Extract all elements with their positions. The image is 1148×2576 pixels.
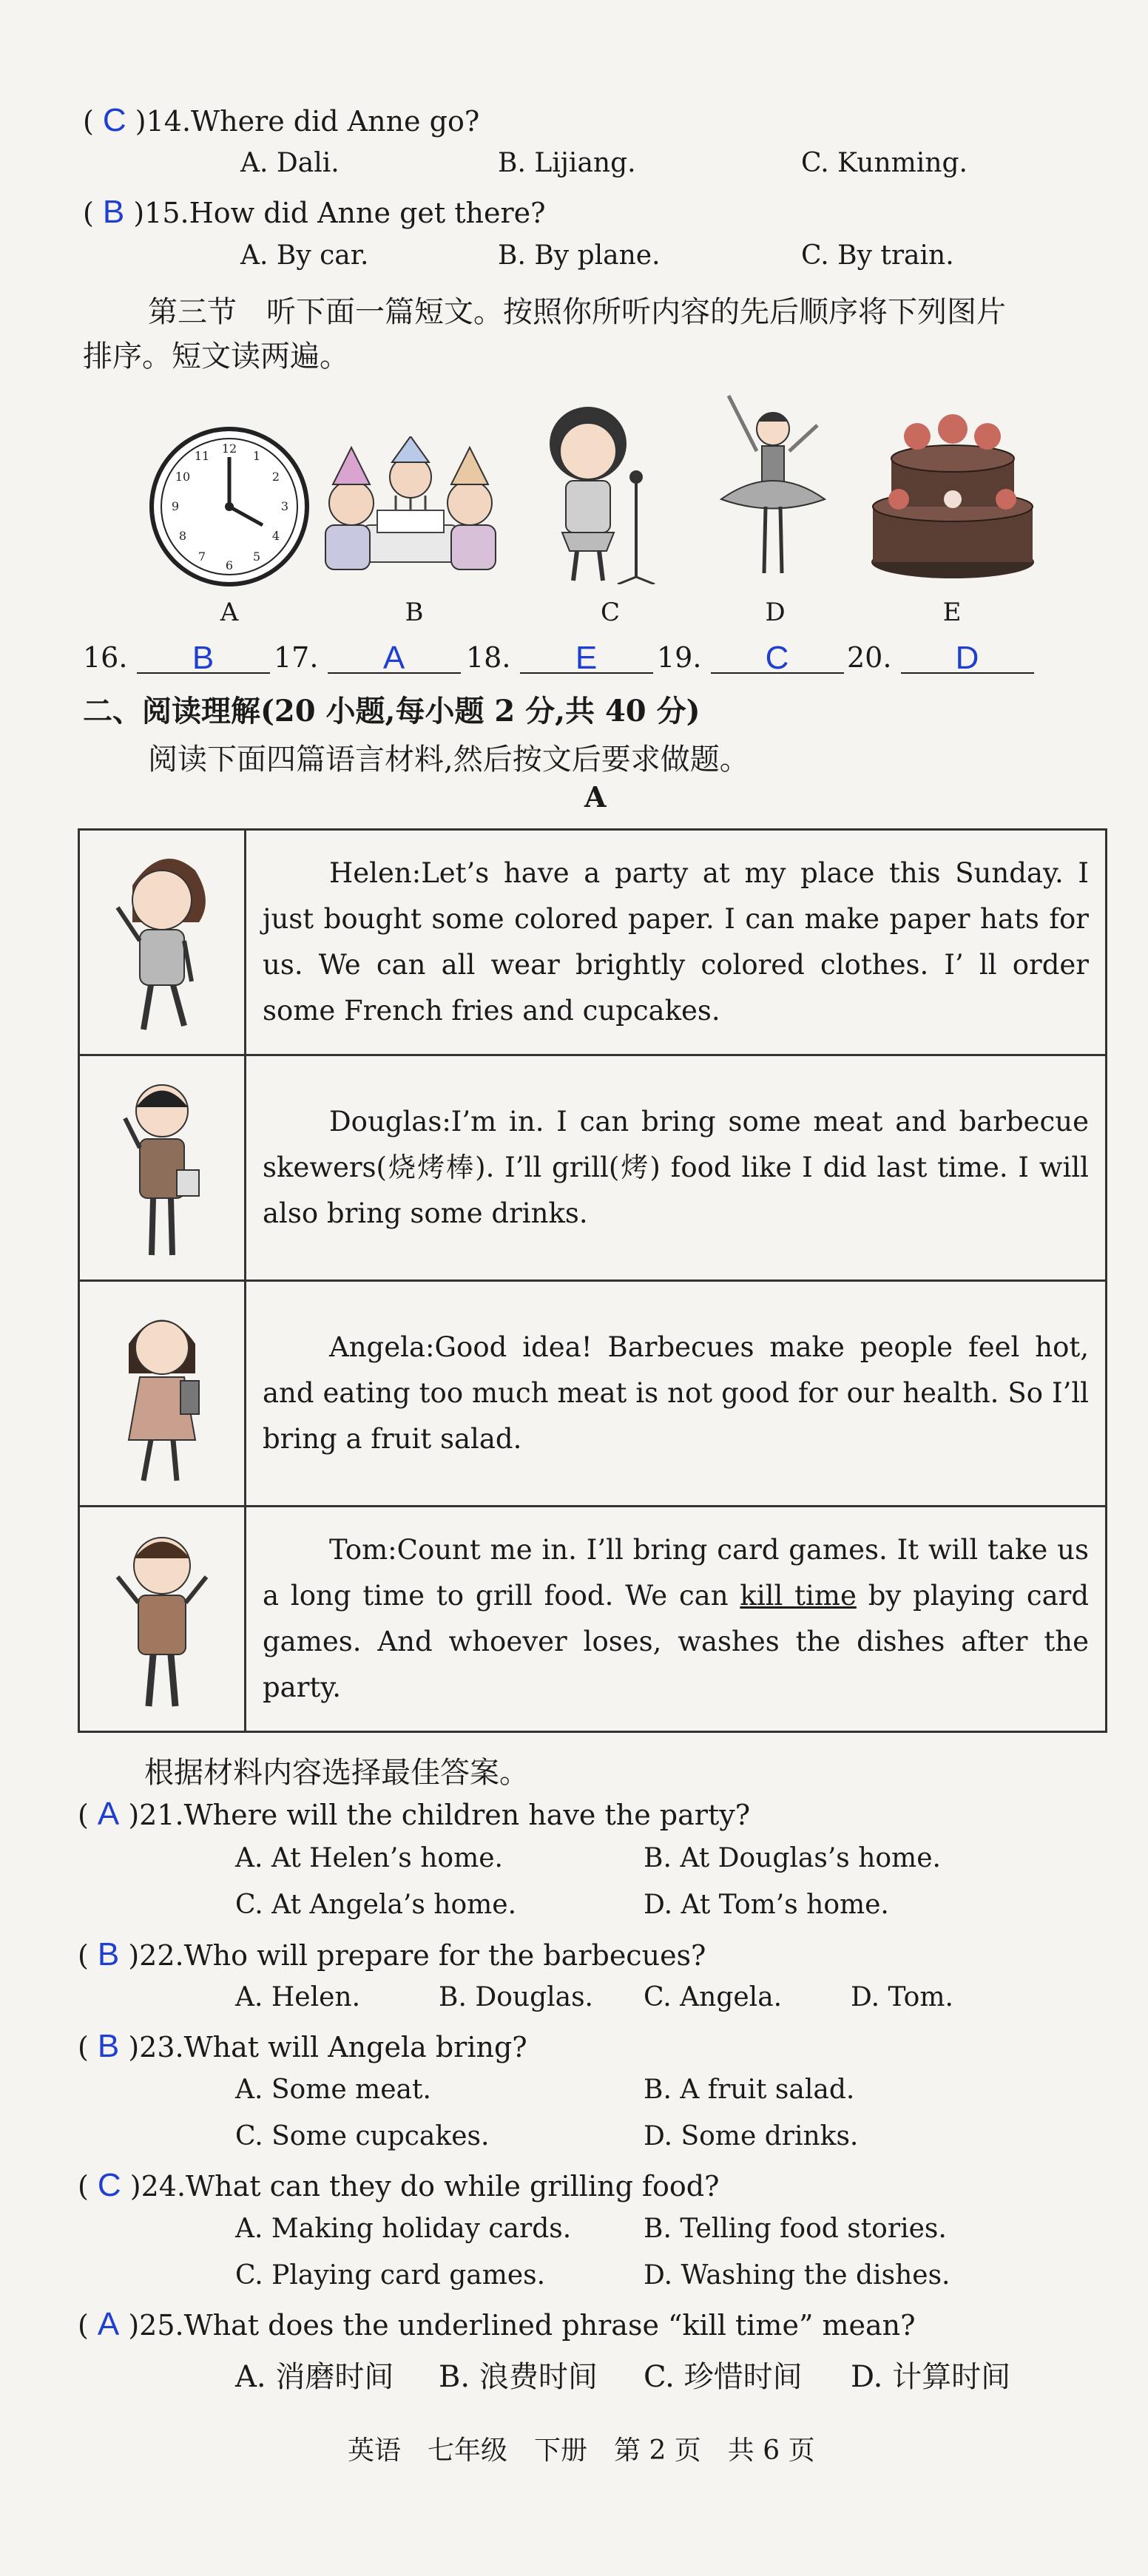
tom-picture	[79, 1507, 246, 1732]
girl-singing-picture	[533, 403, 666, 584]
svg-text:8: 8	[178, 529, 187, 543]
blank-20: 20. D	[847, 640, 1034, 674]
question-21: ( A )21.Where will the children have the party?	[78, 1796, 751, 1832]
svg-text:6: 6	[225, 558, 234, 572]
speaker-tom: Tom	[329, 1534, 388, 1566]
question-14: ( C )14.Where did Anne go?	[83, 102, 480, 138]
svg-text:2: 2	[271, 470, 280, 484]
choose-instruction: 根据材料内容选择最佳答案。	[144, 1756, 529, 1790]
q24-option-d: D. Washing the dishes.	[644, 2260, 951, 2291]
q22-option-c: C. Angela.	[644, 1982, 783, 2012]
answer-24: C	[97, 2167, 121, 2203]
svg-text:7: 7	[197, 550, 206, 564]
q24-option-b: B. Telling food stories.	[644, 2214, 947, 2244]
dialog-row-angela	[79, 1281, 1107, 1507]
answer-19: C	[711, 640, 844, 674]
blank-16: 16. B	[83, 640, 270, 674]
section3-instruction-line1: 第三节 听下面一篇短文。按照你所听内容的先后顺序将下列图片	[148, 295, 1006, 329]
question-24: ( C )24.What can they do while grilling food?	[78, 2167, 720, 2203]
q25-option-b: B. 浪费时间	[439, 2360, 598, 2394]
underlined-phrase: kill time	[740, 1580, 857, 1612]
douglas-text: Douglas:I’m in. I can bring some meat and barbecue skewers(烧烤棒). I’ll grill(烤) food like I did last time. I will also bring some drinks.	[246, 1055, 1107, 1281]
helen-text: Helen:Let’s have a party at my place this Sunday. I just bought some colored paper. I can make paper hats for us. We can all wear brightly colored clothes. I’ ll order some French fries and cupcakes.	[246, 830, 1107, 1055]
tom-text: Tom:Count me in. I’ll bring card games. It will take us a long time to grill food. We can kill time by playing card games. And whoever loses, washes the dishes after the party.	[246, 1507, 1107, 1732]
q23-option-c: C. Some cupcakes.	[235, 2121, 490, 2151]
answer-14: C	[102, 102, 126, 138]
svg-text:1: 1	[252, 449, 261, 463]
dialog-row-helen	[79, 830, 1107, 1055]
angela-text: Angela:Good idea! Barbecues make people feel hot, and eating too much meat is not good for our health. So I’ll bring a fruit salad.	[246, 1281, 1107, 1507]
question-22: ( B )22.Who will prepare for the barbecues?	[78, 1936, 706, 1972]
q25-option-d: D. 计算时间	[851, 2360, 1011, 2394]
svg-text:12: 12	[221, 442, 237, 456]
dialog-row-douglas	[79, 1055, 1107, 1281]
answer-20: D	[901, 640, 1034, 674]
svg-text:3: 3	[280, 499, 289, 513]
picture-label-e: E	[942, 598, 962, 627]
dialog-table	[78, 828, 1107, 1733]
question-14-text: Where did Anne go?	[191, 105, 480, 138]
q21-option-d: D. At Tom’s home.	[644, 1890, 889, 1920]
answer-21: A	[97, 1796, 120, 1832]
reading-heading: 二、阅读理解(20 小题,每小题 2 分,共 40 分)	[83, 694, 700, 728]
dialog-row-tom	[79, 1507, 1107, 1732]
answer-15: B	[102, 194, 125, 230]
blank-18: 18. E	[466, 640, 653, 674]
clock-picture	[144, 422, 314, 592]
q22-option-d: D. Tom.	[851, 1982, 953, 2012]
blank-19: 19. C	[657, 640, 844, 674]
birthday-party-picture	[318, 436, 503, 584]
helen-picture	[79, 830, 246, 1055]
passage-title: A	[584, 780, 607, 814]
svg-text:5: 5	[252, 550, 261, 564]
question-15-text: How did Anne get there?	[189, 197, 546, 229]
answer-18: E	[520, 640, 653, 674]
q25-option-a: A. 消磨时间	[235, 2360, 394, 2394]
blank-17: 17. A	[274, 640, 461, 674]
section3-instruction-line2: 排序。短文读两遍。	[83, 339, 349, 373]
reading-instruction: 阅读下面四篇语言材料,然后按文后要求做题。	[148, 743, 749, 777]
angela-picture	[79, 1281, 246, 1507]
speaker-helen: Helen	[329, 857, 412, 889]
q15-option-a: A. By car.	[240, 240, 369, 271]
page-footer: 英语 七年级 下册 第 2 页 共 6 页	[348, 2435, 815, 2466]
q23-option-d: D. Some drinks.	[644, 2121, 859, 2151]
svg-text:4: 4	[271, 529, 280, 543]
q15-option-c: C. By train.	[801, 240, 954, 271]
q21-option-c: C. At Angela’s home.	[235, 1890, 517, 1920]
cake-picture	[865, 396, 1039, 588]
answer-23: B	[97, 2028, 120, 2064]
q23-option-a: A. Some meat.	[235, 2075, 431, 2105]
q24-option-a: A. Making holiday cards.	[235, 2214, 572, 2244]
picture-label-a: A	[220, 598, 239, 627]
q14-option-a: A. Dali.	[240, 148, 340, 178]
answer-17: A	[328, 640, 461, 674]
q15-option-b: B. By plane.	[498, 240, 661, 271]
question-23: ( B )23.What will Angela bring?	[78, 2028, 527, 2064]
question-15: ( B )15.How did Anne get there?	[83, 194, 546, 230]
douglas-picture	[79, 1055, 246, 1281]
svg-text:10: 10	[175, 470, 191, 484]
q21-option-a: A. At Helen’s home.	[235, 1843, 503, 1873]
speaker-angela: Angela	[329, 1331, 426, 1363]
question-25: ( A )25.What does the underlined phrase “kill time” mean?	[78, 2306, 916, 2342]
speaker-douglas: Douglas	[329, 1106, 442, 1137]
answer-22: B	[97, 1936, 120, 1972]
picture-label-b: B	[405, 598, 424, 627]
ballet-dancer-picture	[706, 381, 840, 588]
q24-option-c: C. Playing card games.	[235, 2260, 546, 2291]
q23-option-b: B. A fruit salad.	[644, 2075, 855, 2105]
q14-option-c: C. Kunming.	[801, 148, 968, 178]
q22-option-b: B. Douglas.	[439, 1982, 594, 2012]
answer-16: B	[137, 640, 270, 674]
svg-text:11: 11	[194, 449, 210, 463]
q25-option-c: C. 珍惜时间	[644, 2360, 803, 2394]
answer-25: A	[97, 2306, 120, 2342]
q22-option-a: A. Helen.	[235, 1982, 361, 2012]
q21-option-b: B. At Douglas’s home.	[644, 1843, 941, 1873]
picture-label-d: D	[765, 598, 786, 627]
picture-label-c: C	[600, 598, 620, 627]
q14-option-b: B. Lijiang.	[498, 148, 636, 178]
svg-text:9: 9	[171, 499, 180, 513]
